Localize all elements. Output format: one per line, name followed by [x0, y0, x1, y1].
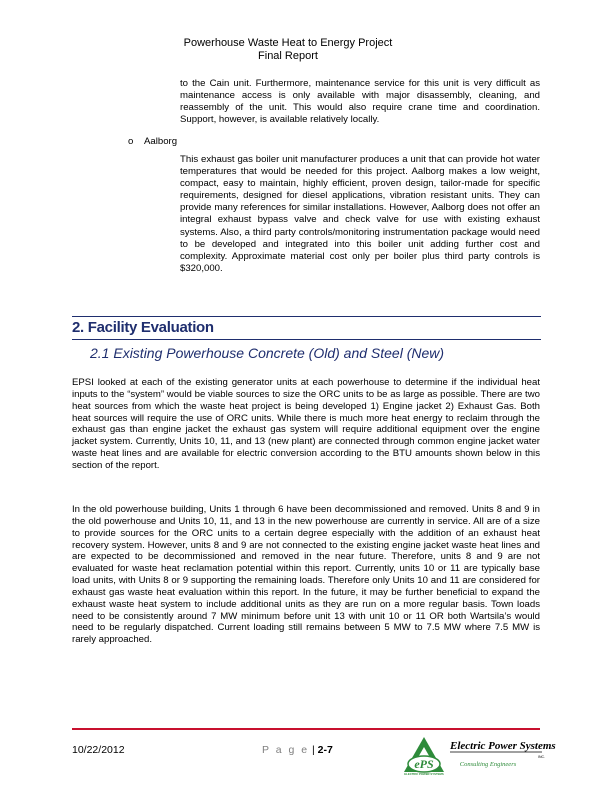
page-label: P a g e — [262, 744, 310, 756]
logo-acronym: ePS — [414, 757, 434, 771]
header-project-title: Powerhouse Waste Heat to Energy Project — [183, 37, 393, 49]
section-heading: 2. Facility Evaluation — [72, 319, 214, 336]
footer-page-number — [262, 744, 333, 756]
cain-continuation-paragraph: to the Cain unit. Furthermore, maintenance service for this unit is very difficult as maintenance access is only available with major disassembly, cleaning, and reassembly of the unit. This would also require crane time and coordination. Support, however, is available relatively locally. — [180, 78, 540, 126]
section-divider-top — [72, 316, 541, 317]
body-paragraph: In the old powerhouse building, Units 1 through 6 have been decommissioned and removed. Units 8 and 9 in the old powerhouse and Units 10, 11, and 13 in the new powerhouse are currently in service. All are of a size to provide sources for the ORC units to a certain degree especially with the addition of an exhaust heat recovery system. However, units 8 and 9 are not connected to the existing engine jacket waste heat lines and are expected to be decommissioned and removed in the near future. Therefore, units 8 and 9 are not evaluated for waste heat reclamation potential within this report. Currently, units 10 or 11 are typically base load units, with Units 8 or 9 supporting the remaining loads. Therefore only Units 10 and 11 are considered for exhaust gas waste heat evaluation within this report. In the future, it may be further beneficial to expand the exhaust waste heat system to include additional units as they are run on a more regular basis. Town loads need to be consistently around 7 MW minimum before unit 13 with unit 10 or 11 OR both Wartsila’s would need to be regularly dispatched. Current loading still remains between 5 MW to 7.5 MW where 7.5 MW is rarely approached. — [72, 504, 540, 646]
page-number: 2-7 — [317, 744, 333, 756]
aalborg-paragraph: This exhaust gas boiler unit manufacturer produces a unit that can provide hot water temperatures that would be needed for this project. Aalborg makes a low weight, compact, easy to maintain, highly efficient, proven design, tailor-made for specific requirements, designed for diesel applications, vibration resistant units. They can provide many references for similar installations. However, Aalborg does not offer an integral exhaust bypass valve and check valve for use with existing exhaust systems. Also, a third party controls/monitoring instrumentation package would need to be developed and integrated into this boiler unit adding further cost and complexity. Approximate material cost only per boiler plus third party controls is $320,000. — [180, 154, 540, 274]
logo-company-name: Electric Power Systems — [450, 740, 556, 752]
section-divider-bottom — [72, 339, 541, 340]
header-report-type: Final Report — [258, 50, 318, 62]
logo-suffix: INC. — [538, 755, 545, 759]
bullet-label: Aalborg — [144, 136, 178, 147]
page-separator: | — [312, 744, 315, 756]
aalborg-bullet — [128, 136, 177, 148]
page-header — [0, 37, 576, 63]
bullet-marker: o — [128, 136, 134, 147]
company-logo — [402, 734, 556, 776]
logo-ring-text: ELECTRIC POWER SYSTEMS — [404, 772, 444, 776]
body-paragraph: EPSI looked at each of the existing generator units at each powerhouse to determine if the individual heat inputs to the “system” would be viable sources to size the ORC units to be as large as possible. There are two heat sources from which the waste heat project is being developed 1) Engine jacket 2) Exhaust Gas. Both heat sources will require the use of ORC units. While there is much more heat energy to reclaim through the exhaust gas than engine jacket the exhaust gas system will require additional equipment over the engine jacket system. Currently, Units 10, 11, and 13 (new plant) are connected through common engine jacket water waste heat lines and are available for electric conversion according to the BTU amounts shown below in this section of the report. — [72, 377, 540, 471]
logo-tagline: Consulting Engineers — [459, 761, 517, 768]
footer-date: 10/22/2012 — [72, 744, 125, 756]
subsection-heading: 2.1 Existing Powerhouse Concrete (Old) and Steel (New) — [90, 345, 445, 361]
footer-divider — [72, 728, 540, 730]
